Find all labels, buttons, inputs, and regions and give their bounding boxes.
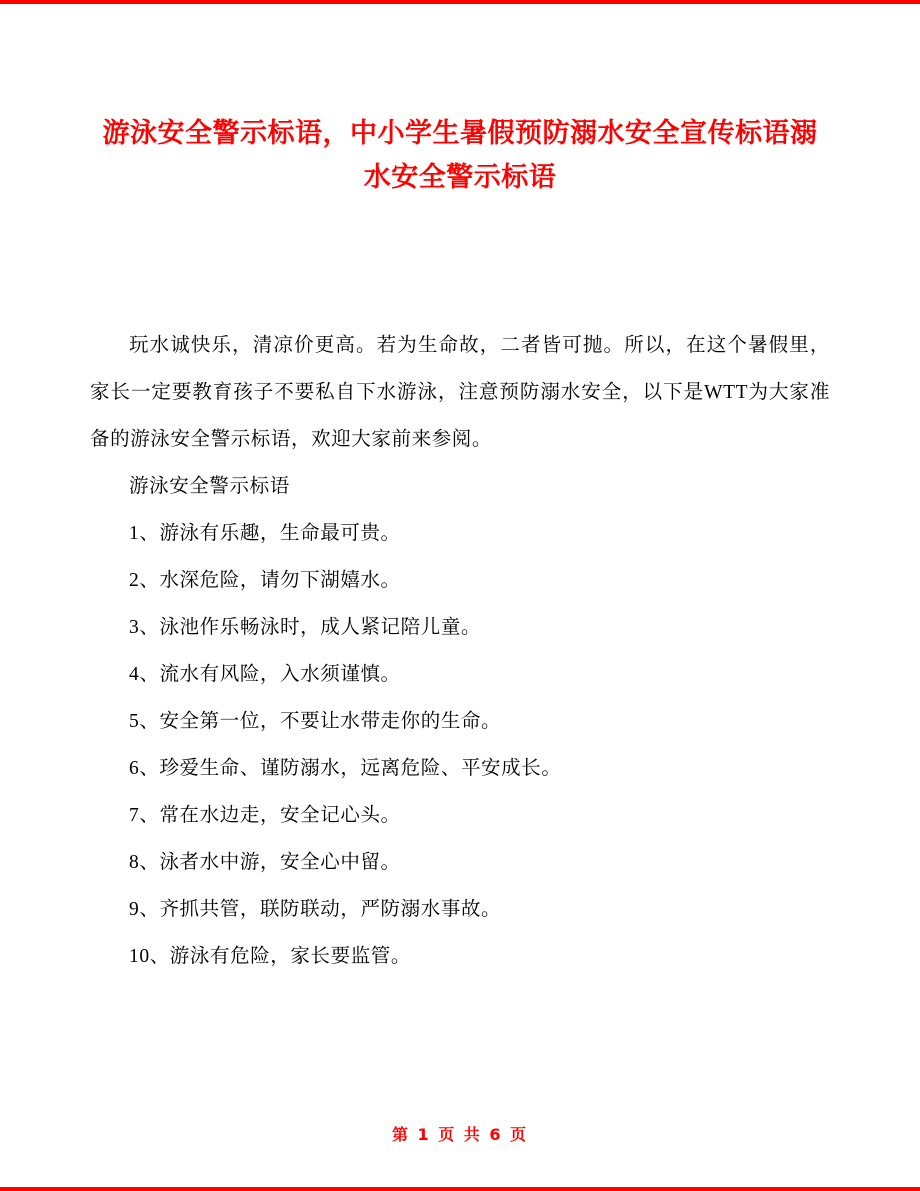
list-item: 10、游泳有危险，家长要监管。	[129, 946, 412, 967]
list-item: 7、常在水边走，安全记心头。	[129, 805, 401, 826]
list-item: 2、水深危险，请勿下湖嬉水。	[129, 570, 401, 591]
intro-paragraph: 玩水诚快乐，清凉价更高。若为生命故，二者皆可抛。所以，在这个暑假里，家长一定要教育孩子不要私自下水游泳，注意预防溺水安全，以下是WTT为大家准备的游泳安全警示标语，欢迎大家前来参阅。	[90, 335, 830, 450]
list-item: 1、游泳有乐趣，生命最可贵。	[129, 523, 401, 544]
slogan-list	[90, 510, 830, 980]
list-item: 8、泳者水中游，安全心中留。	[129, 852, 401, 873]
document-body	[90, 322, 830, 980]
list-item: 3、泳池作乐畅泳时，成人紧记陪儿童。	[129, 617, 482, 638]
list-item: 4、流水有风险，入水须谨慎。	[129, 664, 401, 685]
page-bottom-rule	[0, 1187, 920, 1191]
list-item: 5、安全第一位，不要让水带走你的生命。	[129, 711, 502, 732]
list-item: 9、齐抓共管，联防联动，严防溺水事故。	[129, 899, 502, 920]
page-footer	[0, 1122, 920, 1145]
page-number-label: 第 1 页 共 6 页	[391, 1125, 529, 1144]
list-item: 6、珍爱生命、谨防溺水，远离危险、平安成长。	[129, 758, 562, 779]
section-heading: 游泳安全警示标语	[129, 476, 290, 497]
page-title: 游泳安全警示标语，中小学生暑假预防溺水安全宣传标语溺水安全警示标语	[102, 118, 818, 193]
